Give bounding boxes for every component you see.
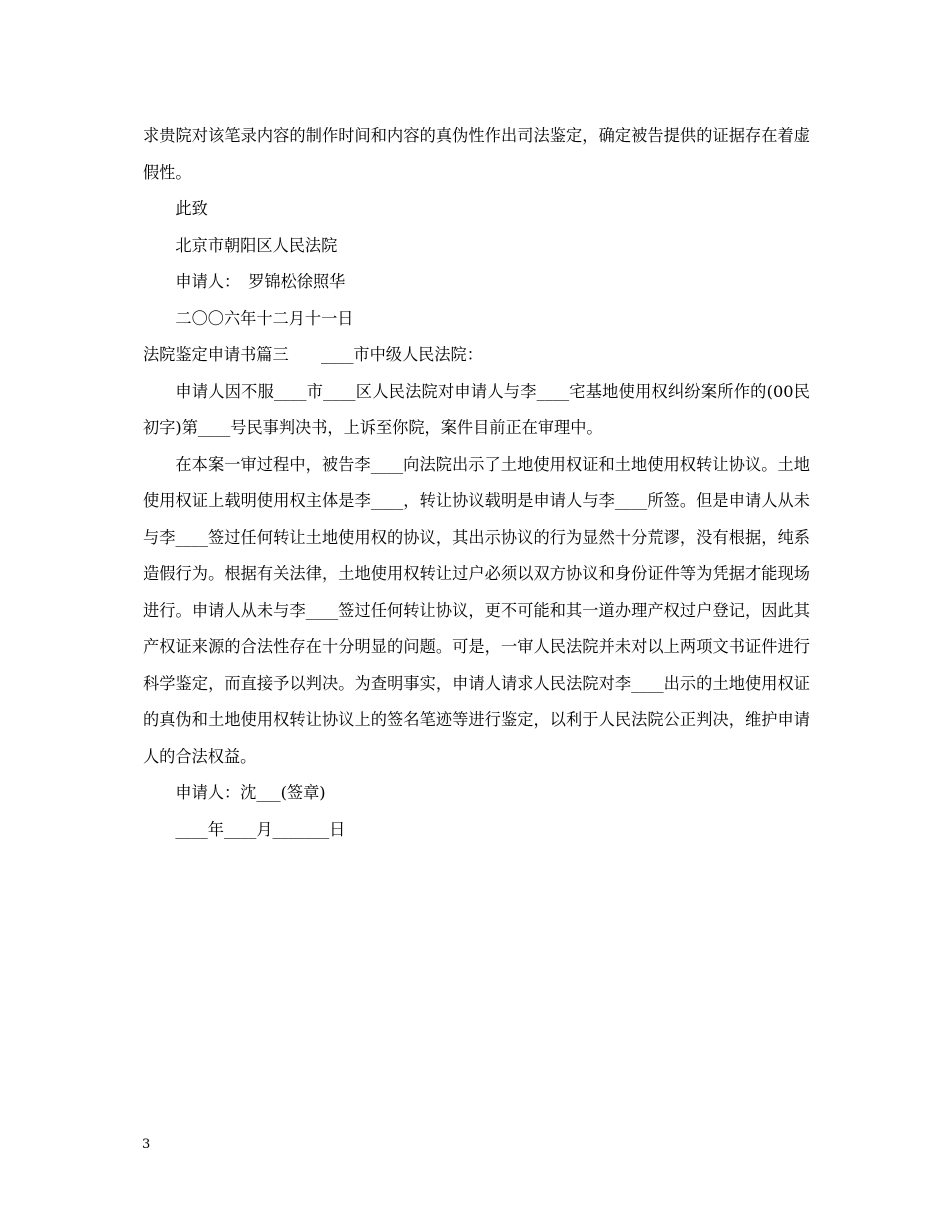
paragraph: 求贵院对该笔录内容的制作时间和内容的真伪性作出司法鉴定，确定被告提供的证据存在着虚假性。 bbox=[143, 126, 810, 182]
paragraph: 申请人： 罗锦松徐照华 bbox=[175, 272, 346, 291]
paragraph: 此致 bbox=[175, 199, 208, 218]
date-line: ____年____月_______日 bbox=[175, 819, 346, 839]
paragraph: 在本案一审过程中，被告李____向法院出示了土地使用权证和土地使用权转让协议。土地使用权证上载明使用权主体是李____，转让协议载明是申请人与李____所签。但是申请人从未与李____签过任何转让土地使用权的协议，其出示协议的行为显然十分荒谬，没有根据，纯系造假行为。根据有关法律，土地使用权转让过户必须以双方协议和身份证件等为凭据才能现场进行。申请人从未与李____签过任何转让协议，更不可能和其一道办理产权过户登记，因此其产权证来源的合法性存在十分明显的问题。可是，一审人民法院并未对以上两项文书证件进行科学鉴定，而直接予以判决。为查明事实，申请人请求人民法院对李____出示的土地使用权证的真伪和土地使用权转让协议上的签名笔迹等进行鉴定，以利于人民法院公正判决，维护申请人的合法权益。 bbox=[143, 454, 810, 766]
document-body bbox=[143, 118, 810, 848]
paragraph: 北京市朝阳区人民法院 bbox=[175, 235, 338, 255]
signature-line: 申请人：沈___(签章) bbox=[175, 783, 326, 802]
section-heading: 法院鉴定申请书篇三 ____市中级人民法院： bbox=[143, 345, 483, 364]
paragraph: 申请人因不服____市____区人民法院对申请人与李____宅基地使用权纠纷案所作的(00民初字)第____号民事判决书，上诉至你院，案件目前正在审理中。 bbox=[143, 381, 810, 437]
paragraph: 二〇〇六年十二月十一日 bbox=[175, 308, 354, 328]
page-number: 3 bbox=[142, 1137, 151, 1152]
